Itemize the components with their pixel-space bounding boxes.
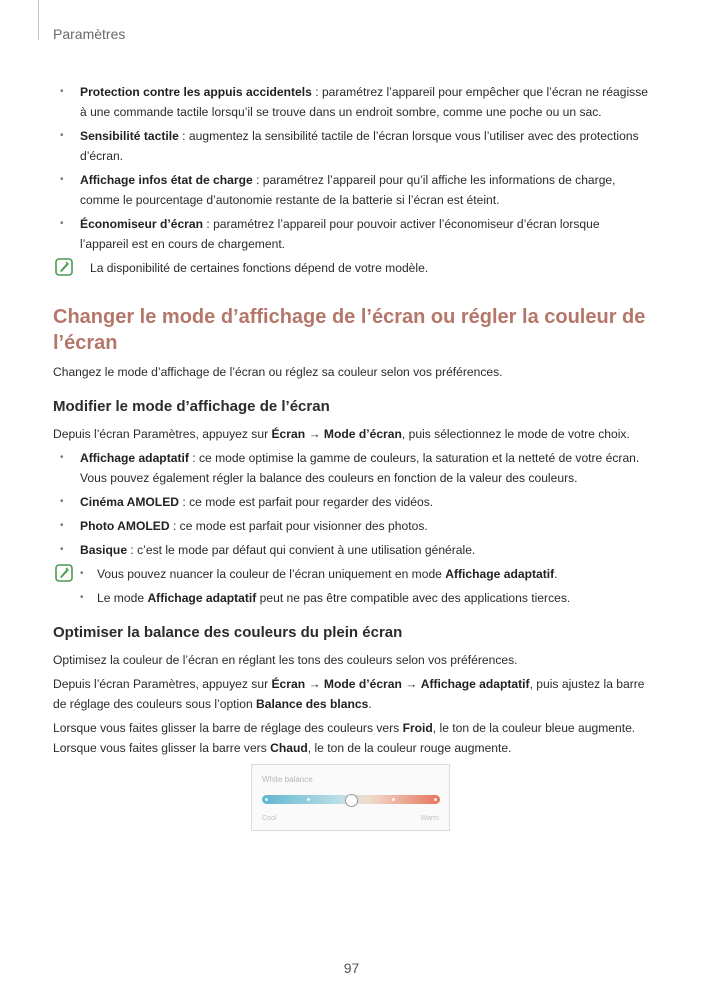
section-intro: Changez le mode d’affichage de l’écran ou réglez sa couleur selon vos préférences. xyxy=(53,365,503,379)
list-item: • Vous pouvez nuancer la couleur de l’écran uniquement en mode Affichage adaptatif. xyxy=(80,564,649,584)
slider-step-dot xyxy=(392,798,395,801)
header-divider xyxy=(38,0,39,40)
subsection-title-color-balance: Optimiser la balance des couleurs du plein écran xyxy=(53,624,403,641)
page-header: Paramètres xyxy=(53,26,126,42)
list-item: • Protection contre les appuis accidentels : paramétrez l’appareil pour empêcher que l’écran ne réagisse à une commande tactile lorsqu’il se trouve dans un endroit sombre, comme une poche ou un sac. xyxy=(53,82,649,122)
display-mode-list xyxy=(53,448,649,560)
list-item: • Photo AMOLED : ce mode est parfait pour visionner des photos. xyxy=(53,516,649,536)
page-number: 97 xyxy=(343,960,360,976)
list-item: • Affichage adaptatif : ce mode optimise la gamme de couleurs, la saturation et la netteté de votre écran. Vous pouvez également régler la balance des couleurs en fonction de la valeur des couleurs. xyxy=(53,448,649,488)
list-item: • Le mode Affichage adaptatif peut ne pas être compatible avec des applications tierces. xyxy=(80,588,649,608)
list-item: • Basique : c’est le mode par défaut qui convient à une utilisation générale. xyxy=(53,540,649,560)
subsection-title-display-mode: Modifier le mode d’affichage de l’écran xyxy=(53,398,330,415)
list-item: • Économiseur d’écran : paramétrez l’appareil pour pouvoir activer l’économiseur d’écran lorsque l’appareil est en cours de chargement. xyxy=(53,214,649,254)
list-item: • Affichage infos état de charge : paramétrez l’appareil pour qu’il affiche les informations de charge, comme le pourcentage d’autonomie restante de la batterie si l’écran est éteint. xyxy=(53,170,649,210)
note-icon xyxy=(55,564,73,582)
color-balance-description: Lorsque vous faites glisser la barre de réglage des couleurs vers Froid, le ton de la couleur bleue augmente. Lorsque vous faites glisser la barre vers Chaud, le ton de la couleur rouge augmente. xyxy=(53,721,636,755)
white-balance-title: White balance xyxy=(262,775,313,784)
list-item: • Sensibilité tactile : augmentez la sensibilité tactile de l’écran lorsque vous l’utiliser avec des protections d’écran. xyxy=(53,126,649,166)
display-mode-note xyxy=(53,564,649,608)
slider-step-dot xyxy=(434,798,437,801)
slider-step-dot xyxy=(307,798,310,801)
note-icon xyxy=(55,258,73,276)
display-mode-instructions: Depuis l’écran Paramètres, appuyez sur Écran → Mode d’écran, puis sélectionnez le mode de votre choix. xyxy=(53,427,630,441)
color-balance-instructions: Depuis l’écran Paramètres, appuyez sur Écran → Mode d’écran → Affichage adaptatif, puis ajustez la barre de réglage des couleurs sous l’option Balance des blancs. xyxy=(53,677,645,711)
slider-step-dot xyxy=(265,798,268,801)
white-balance-widget xyxy=(251,764,450,831)
list-item: • Cinéma AMOLED : ce mode est parfait pour regarder des vidéos. xyxy=(53,492,649,512)
warm-label: Warm xyxy=(420,815,439,822)
white-balance-slider-thumb[interactable] xyxy=(345,794,358,807)
settings-bullet-list xyxy=(53,82,649,254)
color-balance-intro: Optimisez la couleur de l’écran en réglant les tons des couleurs selon vos préférences. xyxy=(53,653,518,667)
cool-label: Cool xyxy=(262,815,277,822)
main-content xyxy=(53,82,649,762)
note-sub-list xyxy=(80,564,649,608)
section-title: Changer le mode d’affichage de l’écran ou régler la couleur de l’écran xyxy=(53,306,646,354)
availability-note: La disponibilité de certaines fonctions dépend de votre modèle. xyxy=(53,258,649,280)
